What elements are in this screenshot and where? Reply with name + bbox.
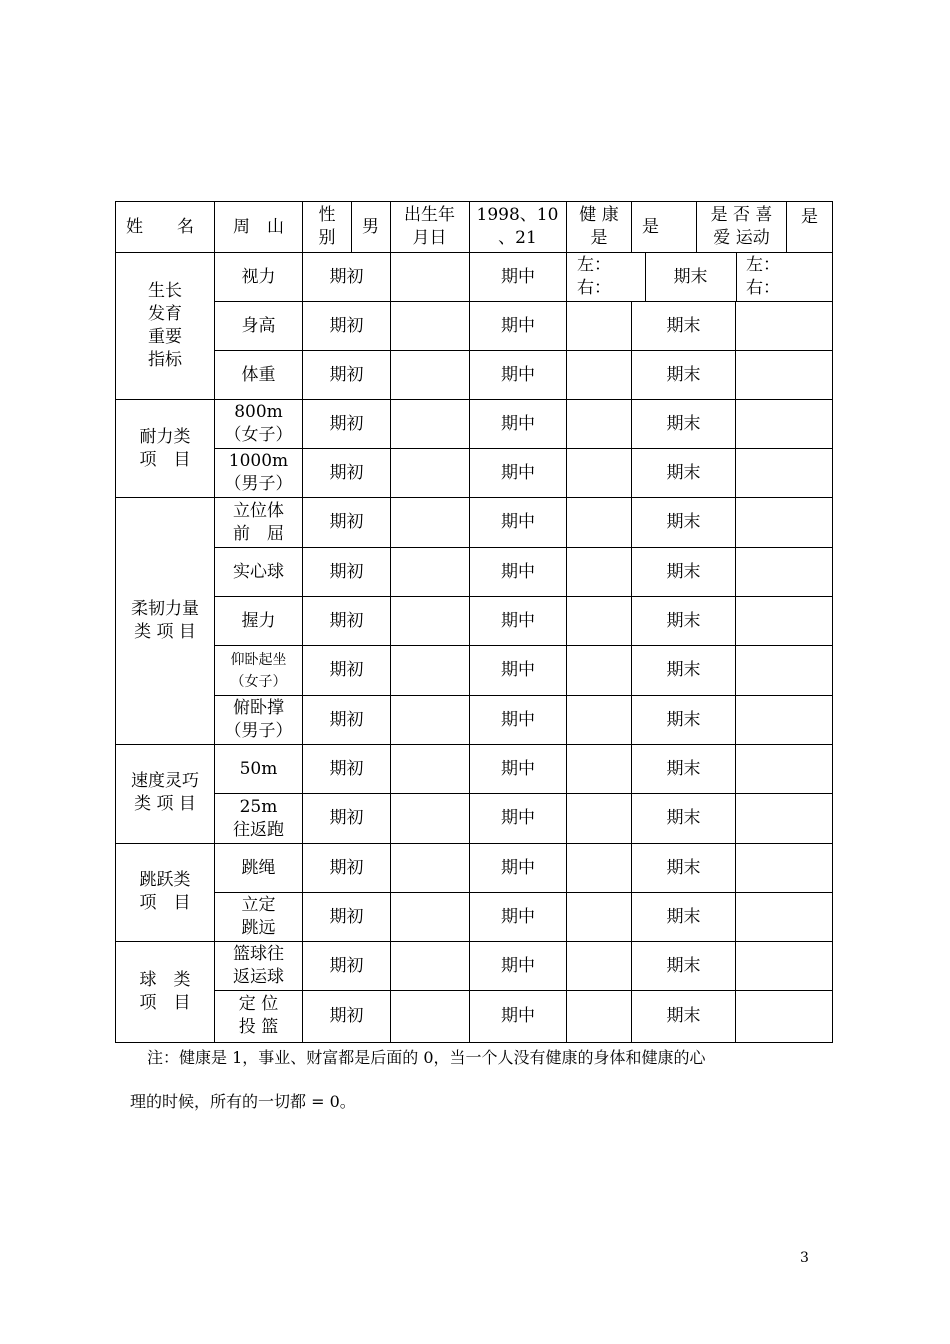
note-line-2: 理的时候，所有的一切都 = 0。: [130, 1092, 356, 1111]
term-start-label: 期初: [329, 512, 364, 532]
term-mid-label: 期中: [501, 462, 535, 483]
birth-value: 1998、10 、21: [476, 205, 559, 248]
term-start-label: 期初: [329, 462, 364, 483]
item-label-weight: 体重: [241, 364, 276, 385]
term-end-label: 期末: [666, 709, 701, 730]
term-start-label: 期初: [329, 955, 364, 976]
group-flexibility: 柔韧力量 类 项 目: [131, 598, 199, 642]
health-value: 是: [642, 216, 659, 237]
term-end-label: 期末: [666, 512, 701, 532]
term-end-label: 期末: [666, 315, 701, 336]
eye-left-right-end: 左： 右：: [746, 255, 780, 298]
sex-value: 男: [362, 216, 379, 237]
term-end-label: 期末: [666, 955, 701, 976]
term-mid-label: 期中: [501, 266, 535, 287]
term-start-label: 期初: [329, 709, 364, 730]
item-label-fixed-shot: 定 位 投 篮: [238, 994, 279, 1037]
grid-line: [735, 301, 736, 1042]
term-start-label: 期初: [329, 413, 364, 434]
term-end-label: 期末: [666, 857, 701, 878]
item-label-sit-reach: 立位体 前 屈: [233, 500, 284, 544]
term-mid-label: 期中: [501, 955, 535, 976]
group-endurance: 耐力类 项 目: [139, 426, 191, 470]
term-end-label: 期末: [666, 758, 701, 779]
term-mid-label: 期中: [501, 1005, 535, 1026]
grid-line: [390, 252, 391, 1042]
health-label: 健 康 是: [579, 205, 619, 248]
term-start-label: 期初: [329, 906, 364, 927]
term-end-label: 期末: [666, 561, 701, 582]
item-label-situps-female: 仰卧起坐 （女子）: [230, 651, 287, 690]
sport-value: 是: [801, 207, 818, 227]
term-end-label: 期末: [673, 266, 708, 287]
item-label-1000m-male: 1000m （男子）: [224, 451, 293, 494]
term-end-label: 期末: [666, 364, 701, 385]
term-mid-label: 期中: [501, 561, 535, 582]
item-label-grip: 握力: [241, 610, 276, 631]
group-ball: 球 类 项 目: [139, 970, 191, 1013]
sport-label: 是 否 喜 爱 运动: [710, 205, 773, 248]
sex-label: 性 别: [318, 205, 336, 248]
term-start-label: 期初: [329, 1005, 364, 1026]
term-mid-label: 期中: [501, 315, 535, 336]
term-mid-label: 期中: [501, 758, 535, 779]
group-growth: 生长 发育 重要 指标: [148, 281, 182, 370]
term-mid-label: 期中: [501, 660, 535, 680]
item-label-rope-skip: 跳绳: [241, 857, 276, 878]
term-start-label: 期初: [329, 561, 364, 582]
item-label-vision: 视力: [241, 266, 276, 287]
item-label-25m-shuttle: 25m 往返跑: [233, 796, 284, 840]
term-end-label: 期末: [666, 413, 701, 434]
term-mid-label: 期中: [501, 808, 535, 828]
term-end-label: 期末: [666, 808, 701, 828]
note-line-1: 注：健康是 1，事业、财富都是后面的 0，当一个人没有健康的身体和健康的心: [147, 1048, 706, 1067]
term-mid-label: 期中: [501, 413, 535, 434]
term-mid-label: 期中: [501, 906, 535, 927]
item-label-standing-jump: 立定 跳远: [241, 895, 276, 938]
group-speed: 速度灵巧 类 项 目: [131, 771, 199, 814]
term-start-label: 期初: [329, 857, 364, 878]
item-label-medicine-ball: 实心球: [233, 561, 284, 582]
item-label-basketball-dribble: 篮球往 返运球: [233, 944, 284, 987]
term-end-label: 期末: [666, 906, 701, 927]
item-label-pushups-male: 俯卧撑 （男子）: [224, 698, 293, 741]
birth-label: 出生年 月日: [404, 205, 455, 248]
term-start-label: 期初: [329, 758, 364, 779]
term-start-label: 期初: [329, 808, 364, 828]
item-label-height: 身高: [241, 315, 276, 336]
grid-line: [566, 252, 567, 1042]
term-mid-label: 期中: [501, 512, 535, 532]
term-start-label: 期初: [329, 266, 364, 287]
term-end-label: 期末: [666, 610, 701, 631]
term-start-label: 期初: [329, 610, 364, 631]
name-label: 姓 名: [126, 216, 194, 237]
term-start-label: 期初: [329, 315, 364, 336]
term-mid-label: 期中: [501, 857, 535, 878]
term-end-label: 期末: [666, 462, 701, 483]
term-mid-label: 期中: [501, 610, 535, 631]
item-label-800m-female: 800m （女子）: [224, 402, 293, 445]
eye-left-right-mid: 左： 右：: [577, 255, 611, 298]
term-mid-label: 期中: [501, 364, 535, 385]
term-end-label: 期末: [666, 1005, 701, 1026]
term-mid-label: 期中: [501, 709, 535, 730]
group-jump: 跳跃类 项 目: [139, 870, 191, 913]
term-end-label: 期末: [666, 660, 701, 680]
term-start-label: 期初: [329, 364, 364, 385]
page-number: 3: [800, 1250, 809, 1266]
name-value: 周 山: [233, 216, 284, 237]
term-start-label: 期初: [329, 660, 364, 680]
item-label-50m: 50m: [239, 758, 278, 779]
